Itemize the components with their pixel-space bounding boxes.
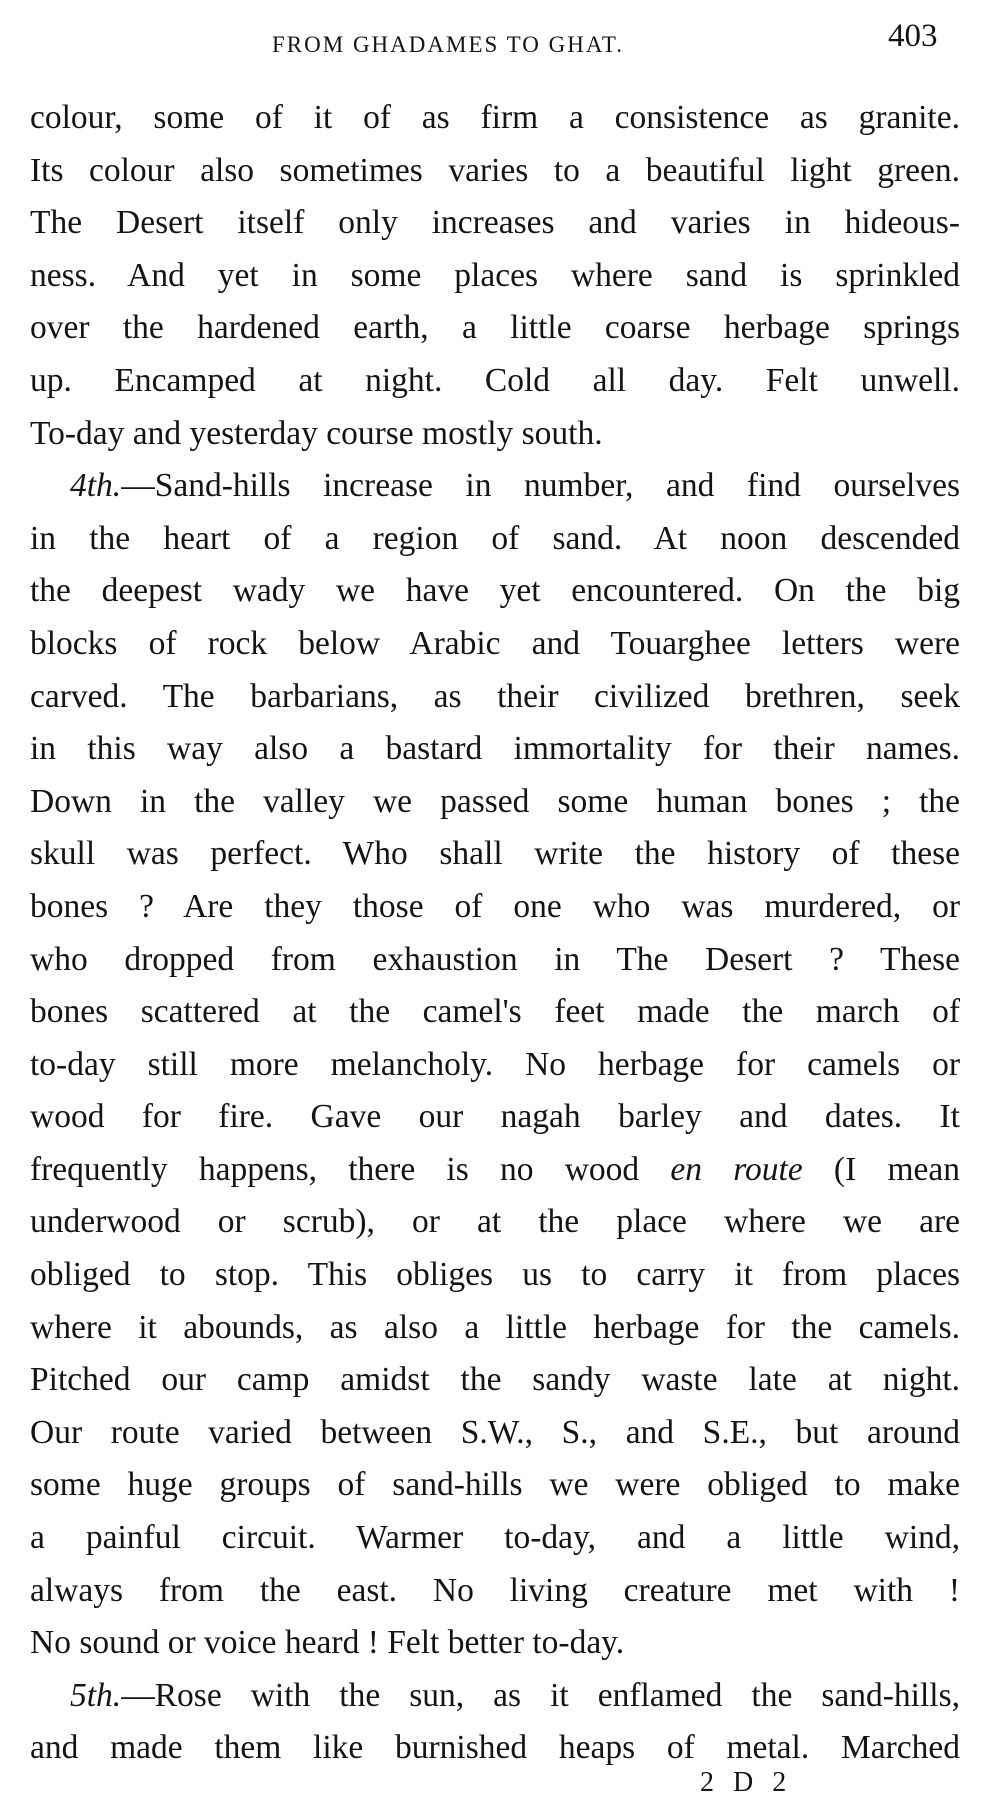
text-line: colour, some of it of as firm a consistence as granite. xyxy=(30,99,960,136)
text-line: Its colour also sometimes varies to a beautiful light green. xyxy=(30,151,960,189)
date-lead: 5th. xyxy=(70,1676,122,1714)
text-line: Our route varied between S.W., S., and S.E., but around xyxy=(30,1413,960,1451)
text-line: ness. And yet in some places where sand is sprinkled xyxy=(30,256,960,294)
signature-mark: 2 D 2 xyxy=(700,1767,793,1798)
text-line: always from the east. No living creature met with ! xyxy=(30,1571,960,1609)
page-number: 403 xyxy=(888,18,938,54)
text-line: who dropped from exhaustion in The Desert ? These xyxy=(30,940,960,978)
text-span: (I mean xyxy=(802,1150,960,1188)
text-line: blocks of rock below Arabic and Touarghee letters were xyxy=(30,624,960,662)
text-span: —Rose with the sun, as it enflamed the sand-hills, xyxy=(121,1676,960,1714)
text-line: over the hardened earth, a little coarse herbage springs xyxy=(30,309,960,347)
text-line: bones scattered at the camel's feet made the march of xyxy=(30,993,960,1031)
body-text xyxy=(30,92,960,1775)
paragraph-first-line xyxy=(30,1670,960,1723)
text-line: in the heart of a region of sand. At noon descended xyxy=(30,519,960,557)
text-span: —Sand-hills increase in number, and find ourselves xyxy=(121,467,960,505)
text-line: in this way also a bastard immortality for their names. xyxy=(30,730,960,768)
text-line: carved. The barbarians, as their civilized brethren, seek xyxy=(30,677,960,715)
text-line: bones ? Are they those of one who was murdered, or xyxy=(30,887,960,925)
text-line: the deepest wady we have yet encountered. On the big xyxy=(30,572,960,610)
italic-phrase: en route xyxy=(670,1150,803,1188)
text-line: skull was perfect. Who shall write the history of these xyxy=(30,835,960,873)
text-line: The Desert itself only increases and varies in hideous- xyxy=(30,204,960,242)
running-head xyxy=(0,18,1000,68)
text-line: obliged to stop. This obliges us to carry it from places xyxy=(30,1256,960,1294)
text-line: wood for fire. Gave our nagah barley and dates. It xyxy=(30,1098,960,1136)
paragraph-first-line xyxy=(30,460,960,513)
text-span: frequently happens, there is no wood xyxy=(30,1150,671,1188)
text-line: No sound or voice heard ! Felt better to-day. xyxy=(30,1624,625,1662)
text-line: To-day and yesterday course mostly south. xyxy=(30,414,603,452)
date-lead: 4th. xyxy=(70,467,122,505)
text-line: a painful circuit. Warmer to-day, and a little wind, xyxy=(30,1519,960,1557)
text-line: Down in the valley we passed some human bones ; the xyxy=(30,782,960,820)
running-title: FROM GHADAMES TO GHAT. xyxy=(272,32,624,57)
text-line-with-italic xyxy=(30,1144,960,1197)
text-line: up. Encamped at night. Cold all day. Felt unwell. xyxy=(30,361,960,399)
text-line: to-day still more melancholy. No herbage for camels or xyxy=(30,1045,960,1083)
text-line: underwood or scrub), or at the place where we are xyxy=(30,1203,960,1241)
text-line: some huge groups of sand-hills we were obliged to make xyxy=(30,1466,960,1504)
text-line: where it abounds, as also a little herbage for the camels. xyxy=(30,1308,960,1346)
text-line: Pitched our camp amidst the sandy waste late at night. xyxy=(30,1361,960,1399)
text-line: and made them like burnished heaps of metal. Marched xyxy=(30,1729,960,1767)
